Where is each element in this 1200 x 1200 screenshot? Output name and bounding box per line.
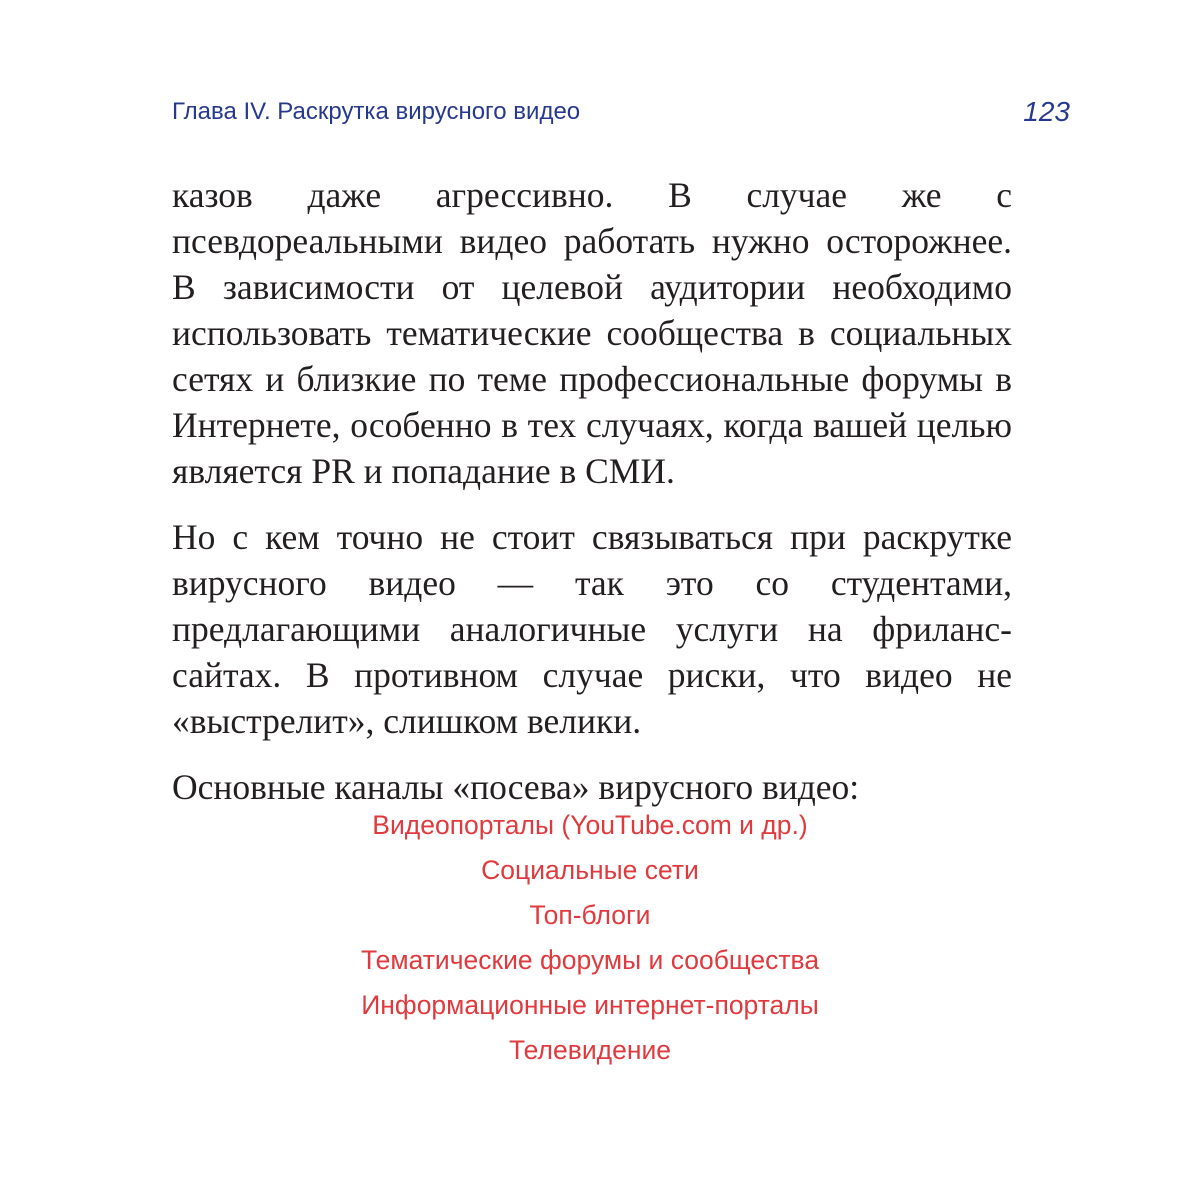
paragraph: Но с кем точно не стоит связываться при раскрутке вирусного видео — так это со студентами, предлагающими аналогичные услуги на фриланс-сайтах. В противном случае риски, что видео не «выстрелит», слишком велики.: [172, 517, 1012, 741]
list-item: Тематические форумы и сообщества: [360, 945, 820, 975]
list-item: Телевидение: [508, 1035, 671, 1065]
page-number: 123: [1023, 96, 1070, 127]
channels-list: [190, 803, 990, 1073]
list-item: Информационные интернет-порталы: [361, 990, 819, 1020]
body-text: [172, 172, 1012, 810]
running-header: [172, 92, 1070, 132]
list-item: Видеопорталы (YouTube.com и др.): [372, 810, 808, 840]
list-item: Топ-блоги: [529, 900, 651, 930]
list-item: Социальные сети: [481, 855, 699, 885]
paragraph: казов даже агрессивно. В случае же с псевдореальными видео работать нужно осторожнее. В зависимости от целевой аудитории необходимо использовать тематические сообщества в социальных сетях и близкие по теме профессиональные форумы в Интернете, особенно в тех случаях, когда вашей целью является PR и попадание в СМИ.: [172, 175, 1012, 491]
chapter-title: Глава IV. Раскрутка вирусного видео: [172, 98, 581, 125]
channels-intro: Основные каналы «посева» вирусного видео:: [172, 767, 860, 807]
